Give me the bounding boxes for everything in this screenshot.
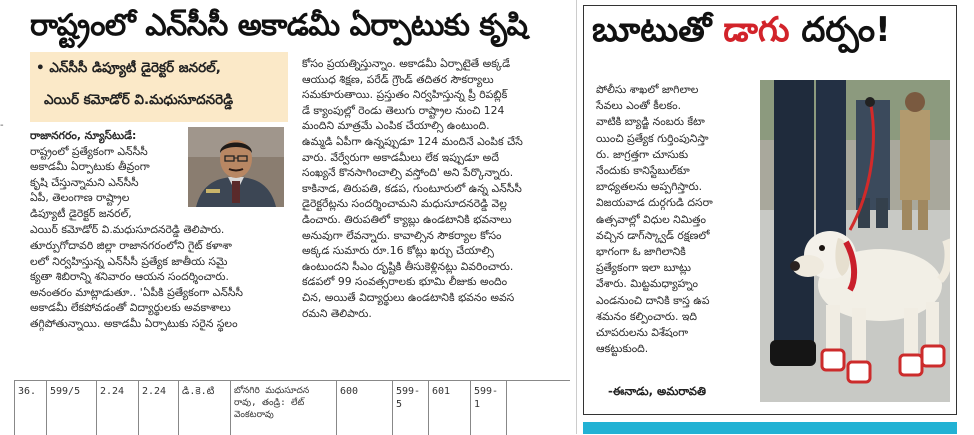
- title-part-1: బూటుతో: [592, 10, 724, 50]
- col1-wrapped-line: రాష్ట్రంలో ప్రత్యేకంగా ఎన్‌సీసీ: [30, 144, 148, 158]
- story-line: యించి ప్రత్యేక గుర్తింపునిస్తా: [596, 131, 709, 145]
- col2-line: కోసం ప్రయత్నిస్తున్నాం. అకాడమీ ఏర్పాటైతే అక్కడే: [302, 57, 511, 70]
- dog-with-boots-icon: [760, 80, 950, 402]
- dateline: రాజానగరం, న్యూస్‌టుడే:: [30, 129, 137, 142]
- col2-line: అనువుగా లేవన్నారు. కావాల్సిన సౌకర్యాల కోసం: [302, 228, 502, 242]
- col2-line: డైరెక్టరేట్లను సందర్శించామని మధుసూదనరెడ్డి వెల్ల: [302, 197, 507, 211]
- table-cell: డి.కె.టి: [178, 381, 230, 435]
- story-line: పోలీసు శాఖలో జాగిలాల: [596, 83, 699, 96]
- next-story-bar: [583, 422, 957, 434]
- title-part-2: దర్పం!: [789, 10, 891, 50]
- col1-line: తూర్పుగోదావరి జిల్లా రాజానగరంలోని గైట్ కళాశా: [30, 239, 232, 252]
- col2-line: రమని తెలిపారు.: [302, 306, 372, 320]
- story-line: ఉత్సవాల్లో విధుల నిమిత్తం: [596, 212, 707, 226]
- story-line: భాగంగా ఓ జాగిలానికి: [596, 245, 686, 259]
- story-line: శమనం కల్పించారు. ఇది: [596, 309, 697, 323]
- story-line: ప్రత్యేకంగా ఇలా బూట్లు: [596, 261, 692, 275]
- col2-line: డే క్యాంపుల్లో రెండు తెలుగు రాష్ట్రాల నుంచి 124: [302, 103, 505, 117]
- column-1-wrapped: [30, 128, 184, 222]
- table-cell: 2.24: [96, 381, 138, 435]
- story-line: వచ్చిన డాగ్‌స్క్వాడ్ రక్షణలో: [596, 228, 710, 242]
- story-line: విజయవాడ దుర్గగుడి దసరా: [596, 196, 713, 210]
- title-highlight: డాగు: [723, 10, 790, 50]
- col1-line: లలో నిర్వహిస్తున్న ఎన్‌సీసీ ప్రత్యేక జాతీయ సమై: [30, 254, 228, 268]
- column-1-body: [30, 238, 290, 378]
- story-line: నేందుకు కానిస్టేబుల్‌కూ: [596, 164, 690, 178]
- deck-line-2: ఎయిర్ కమోడోర్ వి.మధుసూదనరెడ్డి: [44, 92, 234, 108]
- col1-wrapped-line: కృషి చేస్తున్నామని ఎన్‌సీసీ: [30, 175, 139, 189]
- table-cell: 599-5: [392, 381, 428, 435]
- col2-line: ఉమ్మడి ఏపీగా ఉన్నప్పుడూ 124 మందినే ఎంపిక చేసే: [302, 134, 523, 148]
- col2-line: కడపలో 99 సంవత్సరాలకు భూమి లీజుకు అందిం: [302, 275, 508, 289]
- col1-wrapped-line: ఏపీ, తెలంగాణ రాష్ట్రాల: [30, 191, 130, 205]
- story-line: ఆకట్టుకుంది.: [596, 342, 649, 356]
- deck-line-1: • ఎన్‌సీసీ డిప్యూటీ డైరెక్టర్ జనరల్,: [36, 60, 221, 76]
- table-cell: 599/5: [46, 381, 96, 435]
- dog-story-box: [583, 5, 957, 415]
- story-line: ఎండనుంచి దానికి కాస్త ఉప: [596, 293, 710, 307]
- story-credit: -ఈనాడు, అమరావతి: [608, 384, 706, 398]
- table-cell: 601: [428, 381, 470, 435]
- story-line: చూపరులను విశేషంగా: [596, 326, 689, 340]
- headline: రాష్ట్రంలో ఎన్‌సీసీ అకాడమీ ఏర్పాటుకు కృషి: [30, 8, 528, 43]
- col2-line: మందిని మాత్రమే ఎంపిక చేయాల్సి ఉంటుంది.: [302, 119, 490, 133]
- dog-story-title: [592, 10, 891, 58]
- col1-line: తగ్గిపోతున్నాయి. అకాడమీ ఏర్పాటుకు సరైన స్థలం: [30, 316, 238, 330]
- col2-line: డించారు. తిరుపతిలో క్యాబ్లు ఉండటానికి భవనాలు: [302, 212, 512, 226]
- story-line: వేశారు. మిట్టమధ్యాహ్నం: [596, 277, 698, 291]
- col2-line: వారు. వేర్వేరుగా అకాడమీలు లేక ఇప్పుడూ అదే: [302, 150, 499, 164]
- story-line: వాటికి బ్యాడ్జి నంబరు కేటా: [596, 115, 705, 129]
- col1-line: అనంతరం మాట్లాడుతూ.. 'ఏపీకి ప్రత్యేకంగా ఎన్‌సీసీ: [30, 285, 243, 299]
- col2-line: ఉంటుందని సీఎం దృష్టికి తీసుకెళ్లినట్లు వివరించారు.: [302, 259, 514, 273]
- story-line: సేవలు ఎంతో కీలకం.: [596, 99, 682, 113]
- dog-story-body: [596, 82, 756, 357]
- table-cell: 600: [336, 381, 392, 435]
- table-cell-empty: [506, 381, 570, 435]
- officer-portrait-icon: [188, 127, 284, 207]
- deck-box: [30, 52, 288, 122]
- col2-line: సమకూరుతాయి. ప్రస్తుతం నిర్వహిస్తున్న ప్రీ రిపబ్లిక్: [302, 88, 508, 102]
- col2-line: చిన, అయితే విద్యార్థులు ఉండటానికి భవనం అవస: [302, 290, 515, 304]
- table-cell: 599-1: [470, 381, 506, 435]
- col2-line: కాకినాడ, తిరుపతి, కడప, గుంటూరులో ఉన్న ఎన్‌సీసీ: [302, 181, 522, 195]
- col1-line: క్యతా శిబిరాన్ని శనివారం ఆయన సందర్శించారు.: [30, 270, 229, 284]
- column-1-line: [30, 222, 290, 238]
- col1-wrapped-line: ఎయిర్ కమోడోర్ వి.మధుసూదనరెడ్డి తెలిపారు.: [30, 223, 225, 236]
- col1-wrapped-line: అకాడమీ ఏర్పాటుకు తీవ్రంగా: [30, 160, 150, 174]
- story-line: బాధ్యతలను అప్పగిస్తారు.: [596, 180, 703, 194]
- table-cell: బోనగిరి మధుసూదన రావు, తండ్రి: లేట్ వెంకటరావు: [230, 381, 336, 435]
- col2-line: అక్కడ సుమారు రూ.16 కోట్లు ఖర్చు చేయాల్సి: [302, 244, 494, 258]
- page-edge-mark: -: [0, 120, 4, 131]
- table-cell: 2.24: [138, 381, 178, 435]
- land-record-table: [14, 380, 570, 435]
- story-line: రు. జాగ్రత్తగా చూసుకు: [596, 147, 689, 161]
- dog-photo: [760, 80, 950, 402]
- col2-line: ఆయుధ శిక్షణ, పరేడ్ గ్రౌండ్ తదితర సౌకర్యాలు: [302, 72, 494, 86]
- officer-photo: [188, 127, 284, 207]
- column-separator: [576, 0, 577, 434]
- col1-wrapped-line: డిప్యూటీ డైరెక్టర్ జనరల్,: [30, 206, 132, 220]
- column-2-body: [302, 56, 568, 362]
- col2-line: సంఖ్యనే కొనసాగించాల్సి వస్తోంది' అని పేర్కొన్నారు.: [302, 166, 514, 180]
- table-cell: 36.: [14, 381, 46, 435]
- col1-line: అకాడమీ లేకపోవడంతో విద్యార్థులకు అవకాశాలు: [30, 301, 231, 315]
